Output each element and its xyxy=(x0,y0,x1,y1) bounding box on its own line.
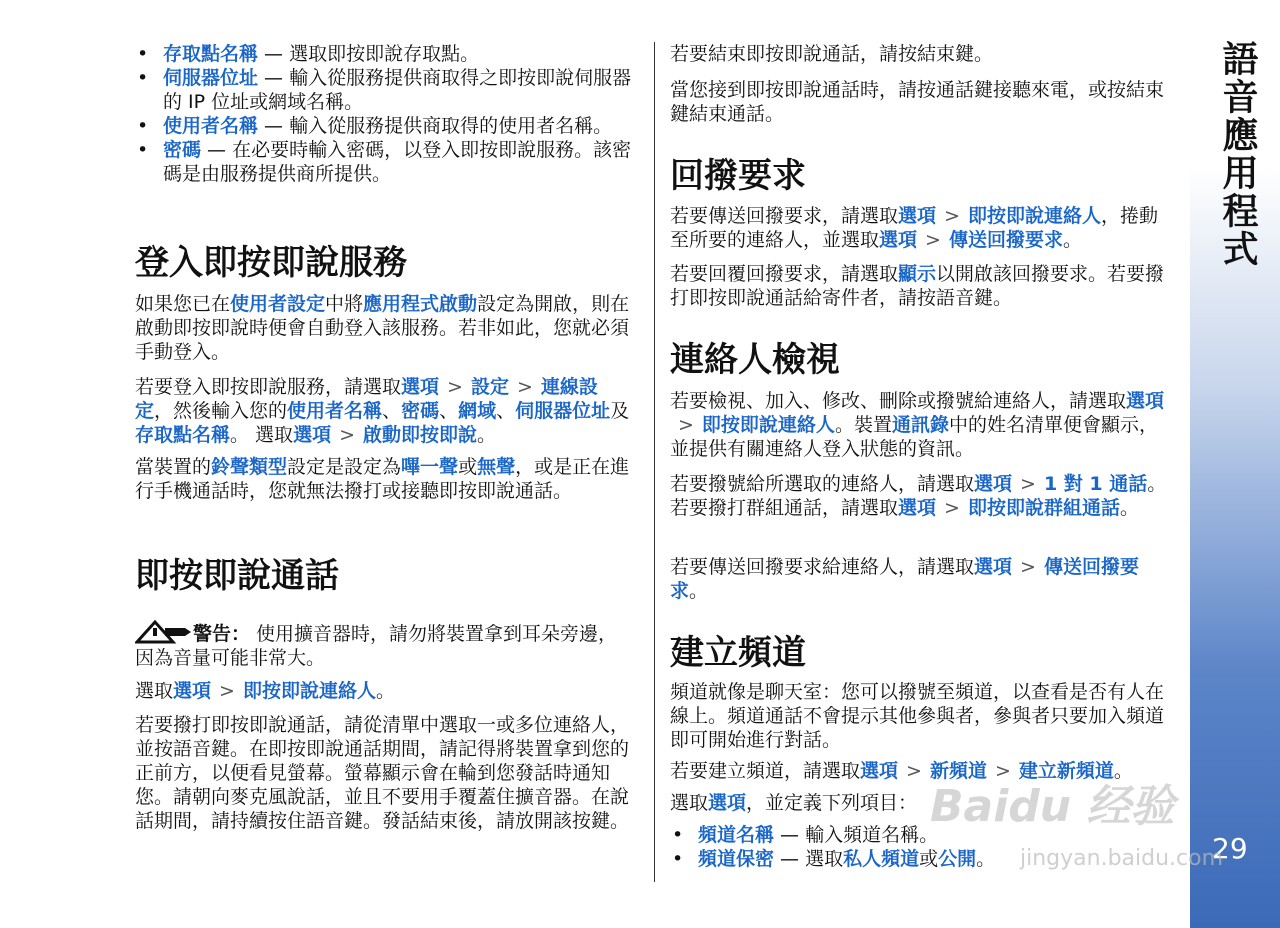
link-send-callback[interactable]: 傳送回撥要求 xyxy=(670,556,1139,602)
bullet-icon: • xyxy=(137,43,149,65)
link-app-start[interactable]: 應用程式啟動 xyxy=(363,293,478,315)
text: 設定為開啟，則在啟動即按即說時便會自動登入該服務。若非如此，您就必須手動登入。 xyxy=(135,293,630,363)
text: 若要傳送回撥要求給連絡人，請選取 xyxy=(670,556,975,578)
callback-paragraph-1 xyxy=(670,204,1175,252)
text: 中將 xyxy=(325,293,364,315)
link-beep[interactable]: 嗶一聲 xyxy=(401,456,459,478)
heading-ptt-call: 即按即說通話 xyxy=(135,556,339,596)
text: 若要登入即按即說服務，請選取 xyxy=(135,376,402,398)
text: 若要檢視、加入、修改、刪除或撥號給連絡人，請選取 xyxy=(670,390,1127,412)
text: 。 xyxy=(375,680,395,702)
link-group-call[interactable]: 即按即說群組通話 xyxy=(967,497,1120,519)
term-access-point[interactable]: 存取點名稱 xyxy=(163,43,259,65)
text: 。 xyxy=(689,580,709,602)
channel-paragraph-1: 頻道就像是聊天室：您可以撥號至頻道，以查看是否有人在線上。頻道通話不會提示其他參與者，參與者只要加入頻道即可開始進行對話。 xyxy=(670,681,1165,751)
text: 當裝置的 xyxy=(135,456,212,478)
link-ptt-contacts[interactable]: 即按即說連絡人 xyxy=(967,205,1101,227)
text: 設定是設定為 xyxy=(287,456,402,478)
chevron-right-icon: > xyxy=(516,376,533,398)
link-options[interactable]: 選項 xyxy=(708,792,747,814)
link-server-address[interactable]: 伺服器位址 xyxy=(515,400,611,422)
text: 中的姓名清單便會顯示，並提供有關連絡人登入狀態的資訊。 xyxy=(670,414,1158,460)
text: 若要傳送回撥要求，請選取 xyxy=(670,205,899,227)
text: 若要撥號給所選取的連絡人，請選取 xyxy=(670,473,975,495)
item-text: — 選取 xyxy=(774,848,844,870)
link-options[interactable]: 選項 xyxy=(974,473,1013,495)
link-access-point[interactable]: 存取點名稱 xyxy=(135,424,231,446)
item-text: — 在必要時輸入密碼，以登入即按即說服務。該密碼是由服務提供商所提供。 xyxy=(163,139,632,185)
link-send-callback[interactable]: 傳送回撥要求 xyxy=(948,229,1063,251)
login-paragraph-2 xyxy=(135,375,635,447)
watermark-logo: Baidu 经验 xyxy=(930,781,1175,832)
text: ，或是正在進行手機通話時，您就無法撥打或接聽即按即說通話。 xyxy=(135,456,630,502)
callback-paragraph-2 xyxy=(670,262,1175,310)
chevron-right-icon: > xyxy=(944,205,960,227)
item-text: — 選取即按即說存取點。 xyxy=(258,43,480,65)
link-password[interactable]: 密碼 xyxy=(401,400,440,422)
link-contacts-app[interactable]: 通訊錄 xyxy=(891,414,949,436)
login-paragraph-1 xyxy=(135,292,635,364)
contacts-paragraph-3 xyxy=(670,555,1175,603)
heading-callback: 回撥要求 xyxy=(670,156,806,196)
link-public[interactable]: 公開 xyxy=(938,848,977,870)
bullet-icon: • xyxy=(137,67,149,89)
warning-label: 警告： xyxy=(193,623,251,645)
text: 及 xyxy=(610,400,630,422)
link-silent[interactable]: 無聲 xyxy=(477,456,516,478)
watermark-url: jingyan.baidu.com xyxy=(1020,846,1224,871)
link-user-settings[interactable]: 使用者設定 xyxy=(230,293,326,315)
link-connection-settings[interactable]: 連線設定 xyxy=(135,376,598,422)
chevron-right-icon: > xyxy=(944,497,960,519)
contacts-paragraph-1 xyxy=(670,389,1175,461)
login-paragraph-3 xyxy=(135,455,635,503)
chevron-right-icon: > xyxy=(678,414,694,436)
text: 。 xyxy=(1062,229,1082,251)
link-settings[interactable]: 設定 xyxy=(470,376,509,398)
text: 選取 xyxy=(670,792,709,814)
text: 、 xyxy=(439,400,459,422)
term-channel-security[interactable]: 頻道保密 xyxy=(698,848,775,870)
warning-paragraph xyxy=(135,620,635,670)
item-text: 。 xyxy=(976,848,996,870)
term-server-address[interactable]: 伺服器位址 xyxy=(163,67,259,89)
text: 。 xyxy=(477,424,497,446)
item-text: 或 xyxy=(919,848,939,870)
text: 若要回覆回撥要求，請選取 xyxy=(670,263,899,285)
list-item xyxy=(135,114,635,138)
link-show[interactable]: 顯示 xyxy=(898,263,937,285)
text: 若要建立頻道，請選取 xyxy=(670,760,861,782)
item-text: — 輸入從服務提供商取得之即按即說伺服器的 IP 位址或網域名稱。 xyxy=(163,67,632,113)
call-paragraph-2: 若要撥打即按即說通話，請從清單中選取一或多位連絡人，並按語音鍵。在即按即說通話期間，請記得將裝置拿到您的正前方，以便看見螢幕。螢幕顯示會在輪到您發話時通知您。請朝向麥克風說話，並且不要用手覆蓋住擴音器。在說話期間，請持續按住語音鍵。發話結束後，請放開該按鍵。 xyxy=(135,714,630,832)
link-options[interactable]: 選項 xyxy=(401,376,440,398)
column-divider xyxy=(654,42,655,882)
heading-create-channel: 建立頻道 xyxy=(670,633,806,673)
end-call-paragraph: 若要結束即按即說通話，請按結束鍵。 xyxy=(670,43,994,65)
text: 、 xyxy=(382,400,402,422)
link-new-channel[interactable]: 新頻道 xyxy=(929,760,987,782)
link-options[interactable]: 選項 xyxy=(879,229,918,251)
page-number: 29 xyxy=(1212,832,1248,865)
heading-contacts: 連絡人檢視 xyxy=(670,340,840,380)
chevron-right-icon: > xyxy=(994,760,1011,782)
link-ptt-contacts[interactable]: 即按即說連絡人 xyxy=(242,680,376,702)
heading-login: 登入即按即說服務 xyxy=(135,243,407,283)
chevron-right-icon: > xyxy=(925,229,941,251)
link-private-channel[interactable]: 私人頻道 xyxy=(843,848,920,870)
chapter-title: 語音應用程式 xyxy=(1217,40,1258,268)
contacts-paragraph-2 xyxy=(670,472,1175,520)
link-options[interactable]: 選項 xyxy=(173,680,212,702)
call-paragraph-1 xyxy=(135,679,635,703)
chevron-right-icon: > xyxy=(447,376,463,398)
text: ，捲動至所要的連絡人，並選取 xyxy=(670,205,1158,251)
chevron-right-icon: > xyxy=(339,424,355,446)
link-username[interactable]: 使用者名稱 xyxy=(287,400,383,422)
link-ringing-type[interactable]: 鈴聲類型 xyxy=(211,456,288,478)
warning-text: 使用擴音器時，請勿將裝置拿到耳朵旁邊，因為音量可能非常大。 xyxy=(135,623,618,669)
item-text: — 輸入頻道名稱。 xyxy=(774,824,939,846)
list-item xyxy=(135,66,635,114)
text: ，並定義下列項目： xyxy=(746,792,918,814)
term-username[interactable]: 使用者名稱 xyxy=(163,115,259,137)
warning-icon xyxy=(135,620,191,644)
receive-call-paragraph: 當您接到即按即說通話時，請按通話鍵接聽來電，或按結束鍵結束通話。 xyxy=(670,79,1165,125)
text: 或 xyxy=(458,456,478,478)
list-item xyxy=(135,42,635,66)
text: ，然後輸入您的 xyxy=(154,400,288,422)
link-start-ptt[interactable]: 啟動即按即說 xyxy=(363,424,478,446)
term-channel-name[interactable]: 頻道名稱 xyxy=(698,824,775,846)
link-domain[interactable]: 網域 xyxy=(458,400,497,422)
text: 。 xyxy=(1113,760,1133,782)
bullet-icon: • xyxy=(137,139,149,161)
text: 。若要撥打群組通話，請選取 xyxy=(670,473,1167,519)
text: 選取 xyxy=(135,680,174,702)
link-options[interactable]: 選項 xyxy=(1126,390,1165,412)
link-ptt-contacts[interactable]: 即按即說連絡人 xyxy=(701,414,835,436)
text: 如果您已在 xyxy=(135,293,231,315)
bullet-icon: • xyxy=(672,824,684,846)
list-item xyxy=(135,138,635,186)
text: 。 選取 xyxy=(230,424,294,446)
bullet-icon: • xyxy=(137,115,149,137)
link-create-new-channel[interactable]: 建立新頻道 xyxy=(1018,760,1114,782)
link-options[interactable]: 選項 xyxy=(898,497,937,519)
chevron-right-icon: > xyxy=(1020,556,1036,578)
text: 以開啟該回撥要求。若要撥打即按即說通話給寄件者，請按語音鍵。 xyxy=(670,263,1165,309)
link-options[interactable]: 選項 xyxy=(860,760,899,782)
link-options[interactable]: 選項 xyxy=(293,424,332,446)
item-text: — 輸入從服務提供商取得的使用者名稱。 xyxy=(258,115,613,137)
bullet-icon: • xyxy=(672,848,684,870)
chevron-right-icon: > xyxy=(906,760,922,782)
text: 。裝置 xyxy=(834,414,892,436)
link-options[interactable]: 選項 xyxy=(898,205,937,227)
chevron-right-icon: > xyxy=(219,680,235,702)
chevron-right-icon: > xyxy=(1020,473,1036,495)
text: 。 xyxy=(1119,497,1139,519)
link-options[interactable]: 選項 xyxy=(974,556,1013,578)
settings-bullet-list xyxy=(135,42,635,186)
text: 、 xyxy=(496,400,516,422)
link-one-to-one-call[interactable]: 1 對 1 通話 xyxy=(1043,473,1148,495)
term-password[interactable]: 密碼 xyxy=(163,139,202,161)
